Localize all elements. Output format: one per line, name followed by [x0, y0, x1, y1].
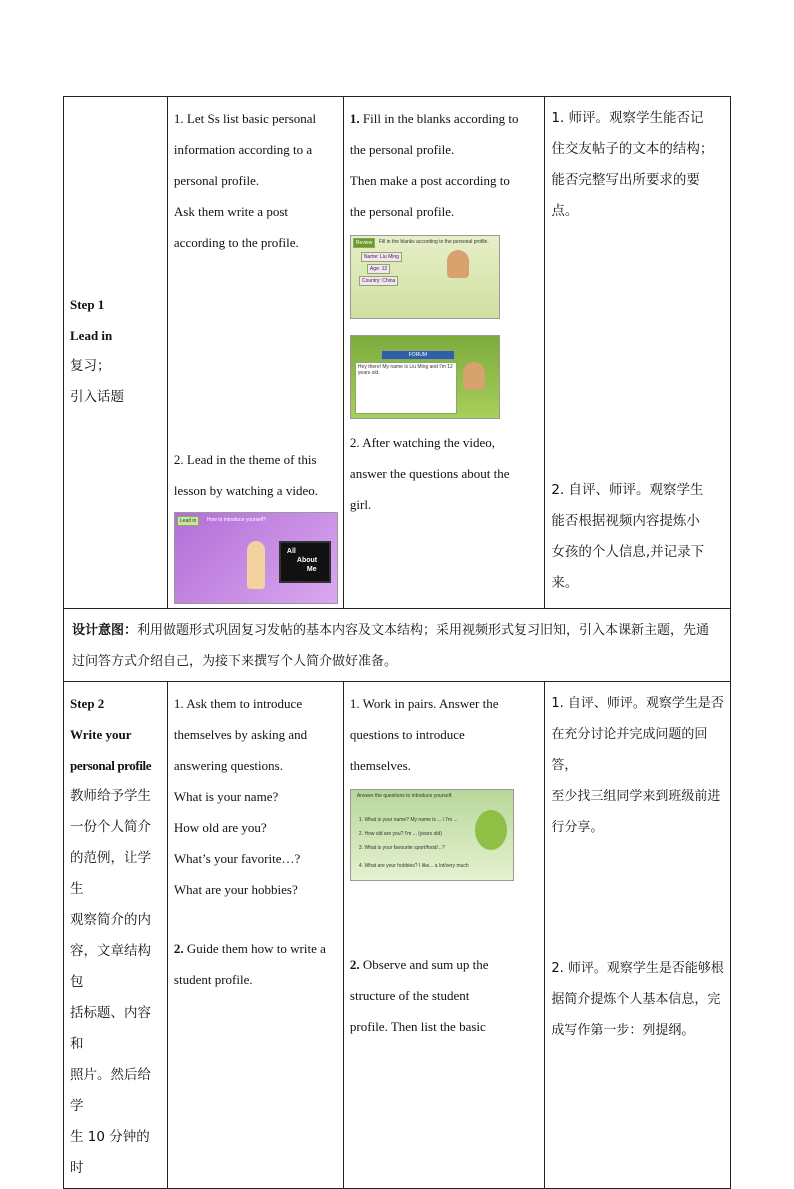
- step2-eval-line: 至少找三组同学来到班级前进: [551, 789, 721, 804]
- step2-teacher-line: student profile.: [173, 972, 253, 987]
- review-thumb-header: Fill in the blanks according to the personal profile.: [378, 239, 489, 245]
- review-thumbnail: [350, 235, 500, 319]
- step2-student-line: themselves.: [349, 758, 411, 773]
- forum-thumbnail: [350, 335, 500, 419]
- step2-title: Step 2: [70, 696, 105, 711]
- step1-eval-line: 1. 师评。观察学生能否记: [551, 110, 704, 126]
- step2-subtitle-1: Write your: [70, 727, 132, 742]
- step2-zh-line: 容，文章结构包: [70, 943, 151, 990]
- step2-teacher-cell: [167, 682, 343, 1189]
- step2-teacher-line: What is your name?: [173, 789, 279, 804]
- step2-student-cell: [343, 682, 544, 1189]
- step2-zh-line: 教师给予学生: [70, 788, 151, 804]
- step2-teacher-line: What’s your favorite…?: [173, 851, 301, 866]
- step2-student-num: 2.: [349, 957, 360, 972]
- qa-thumb-q4: 4. What are your hobbies? I like... a lot/very much: [358, 863, 469, 869]
- step1-student-cell: [343, 97, 544, 609]
- step2-zh-line: 照片。然后给学: [70, 1067, 151, 1114]
- step1-eval-line: 2. 自评、师评。观察学生: [551, 482, 704, 498]
- step1-eval-line: 能否根据视频内容提炼小: [551, 513, 700, 529]
- step1-student-line: answer the questions about the: [349, 466, 510, 481]
- review-thumb-name: Name: Liu Ming: [361, 252, 402, 262]
- step1-eval-line: 能否完整写出所要求的要: [551, 172, 700, 188]
- step2-zh-line: 一份个人简介: [70, 819, 151, 835]
- forum-thumb-header: FORUM: [381, 350, 455, 360]
- step2-eval-line: 在充分讨论并完成问题的回答，: [551, 727, 708, 773]
- step2-zh-line: 观察简介的内: [70, 912, 151, 928]
- step2-teacher-text: Guide them how to write a: [186, 941, 326, 956]
- forum-thumb-line: Hey there! My name is Liu Ming and I'm 12 years old.: [355, 362, 457, 414]
- step1-eval-cell: [545, 97, 731, 609]
- step2-teacher-line: themselves by asking and: [173, 727, 308, 742]
- step1-teacher-line: information according to a: [173, 142, 313, 157]
- qa-thumb-q1: 1. What is your name? My name is ... / I'm ...: [358, 817, 458, 823]
- design-intent-row: [64, 609, 731, 682]
- step2-student-line: profile. Then list the basic: [349, 1019, 486, 1034]
- step1-zh-2: 引入话题: [70, 388, 124, 405]
- step1-student-num: 1.: [349, 111, 360, 126]
- tree-icon: [475, 810, 507, 850]
- step1-teacher-line: lesson by watching a video.: [173, 483, 318, 498]
- lesson-plan-page: [63, 96, 731, 1189]
- step2-teacher-line: What are your hobbies?: [173, 882, 298, 897]
- step1-student-line: the personal profile.: [349, 204, 455, 219]
- step2-teacher-line: How old are you?: [173, 820, 267, 835]
- step2-eval-line: 成写作第一步：列提纲。: [551, 1023, 695, 1038]
- step1-teacher-line: personal profile.: [173, 173, 260, 188]
- step2-eval-line: 2. 师评。观察学生是否能够根: [551, 961, 724, 976]
- step2-zh-line: 的范例，让学生: [70, 850, 151, 897]
- review-thumb-tag: Review: [353, 238, 375, 248]
- step2-student-text: Observe and sum up the: [362, 957, 489, 972]
- step2-teacher-line: 1. Ask them to introduce: [173, 696, 303, 711]
- lesson-plan-table: [63, 96, 731, 1189]
- video-thumbnail: [174, 512, 338, 604]
- design-intent-cell: [64, 609, 731, 682]
- step1-student-line: 2. After watching the video,: [349, 435, 496, 450]
- screen-text-2: About: [296, 557, 318, 564]
- step2-eval-line: 据简介提炼个人基本信息，完: [551, 992, 721, 1007]
- step1-student-line: the personal profile.: [349, 142, 455, 157]
- step2-label-cell: [64, 682, 168, 1189]
- step1-title: Step 1: [70, 296, 105, 312]
- step1-teacher-cell: [167, 97, 343, 609]
- step2-student-line: structure of the student: [349, 988, 470, 1003]
- step2-student-line: 1. Work in pairs. Answer the: [349, 696, 499, 711]
- step1-zh-1: 复习；: [70, 357, 111, 374]
- screen-text-3: Me: [306, 566, 317, 573]
- qa-thumb-q3: 3. What is your favourite sport/food/...?: [358, 845, 445, 851]
- qa-thumbnail: [350, 789, 514, 881]
- step1-eval-line: 住交友帖子的文本的结构；: [551, 141, 714, 157]
- step1-subtitle: Lead in: [70, 327, 113, 343]
- step2-zh-line: 括标题、内容和: [70, 1005, 151, 1052]
- screen-text-1: All: [286, 548, 296, 555]
- step2-eval-line: 1. 自评、师评。观察学生是否: [551, 696, 724, 711]
- step1-student-text: Fill in the blanks according to: [362, 111, 519, 126]
- step2-student-line: [350, 949, 539, 980]
- qa-thumb-q2: 2. How old are you? I'm ... (years old): [358, 831, 442, 837]
- step2-subtitle-2: personal profile: [70, 758, 152, 773]
- review-thumb-age: Age: 12: [367, 264, 390, 274]
- step2-teacher-line: [174, 933, 338, 964]
- step2-zh-line: 生 10 分钟的时: [70, 1129, 150, 1176]
- step2-eval-line: 行分享。: [551, 820, 604, 835]
- step2-row: [64, 682, 731, 1189]
- step1-teacher-line: 2. Lead in the theme of this: [173, 452, 317, 467]
- video-thumb-tag: Lead in: [177, 516, 199, 526]
- step1-row: [64, 97, 731, 609]
- step2-student-line: questions to introduce: [349, 727, 465, 742]
- step1-student-line: girl.: [349, 497, 372, 512]
- girl-figure-icon: [247, 541, 265, 589]
- forum-avatar-icon: [463, 362, 485, 390]
- step1-teacher-line: Ask them write a post: [173, 204, 288, 219]
- step1-student-line: Then make a post according to: [349, 173, 510, 188]
- step1-eval-line: 女孩的个人信息,并记录下: [551, 544, 705, 560]
- step1-teacher-line: 1. Let Ss list basic personal: [173, 111, 317, 126]
- step1-teacher-line: according to the profile.: [173, 235, 299, 250]
- step2-teacher-line: answering questions.: [173, 758, 283, 773]
- boy-avatar-icon: [447, 250, 469, 278]
- design-intent-label: 设计意图：: [72, 623, 138, 638]
- step1-label-cell: [64, 97, 168, 609]
- step1-eval-line: 来。: [551, 575, 579, 591]
- step2-eval-cell: [545, 682, 731, 1189]
- review-thumb-country: Country: China: [359, 276, 398, 286]
- qa-thumb-header: Answer the questions to introduce yourself.: [356, 793, 453, 799]
- video-screen: [279, 541, 331, 583]
- design-intent-text: 利用做题形式巩固复习发帖的基本内容及文本结构；采用视频形式复习旧知，引入本课新主题，先通过问答方式介绍自己，为接下来撰写个人简介做好准备。: [72, 623, 710, 669]
- video-thumb-title: How to introduce yourself?: [206, 517, 267, 523]
- step1-student-line: [350, 103, 539, 134]
- step1-eval-line: 点。: [551, 203, 579, 219]
- step2-teacher-num: 2.: [173, 941, 184, 956]
